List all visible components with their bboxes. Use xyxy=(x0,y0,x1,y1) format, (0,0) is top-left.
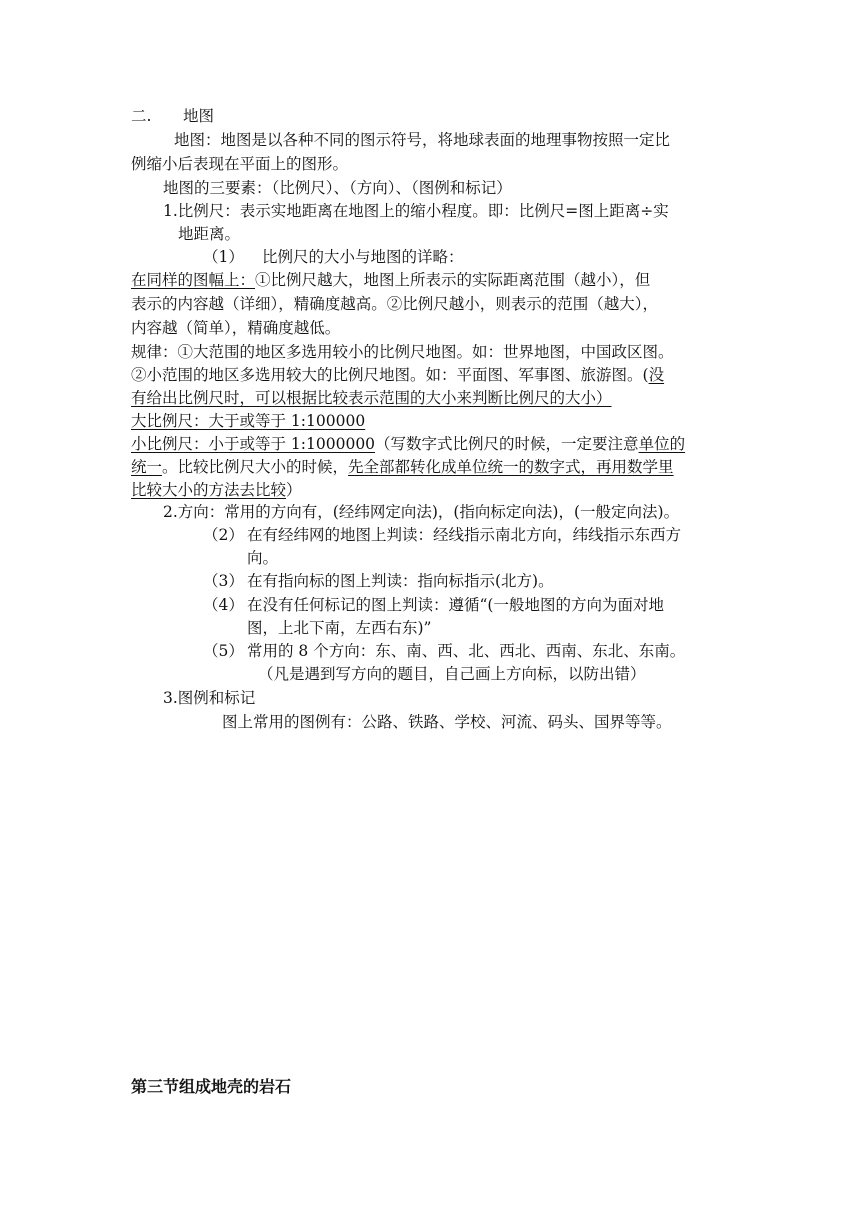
underlined-phrase: 单位的 xyxy=(638,435,686,453)
direction-line: 2.方向：常用的方向有，(经纬网定向法)，(指向标定向法)，(一般定向法)。 xyxy=(163,503,680,521)
text-run: （写数字式比例尺的时候，一定要注意 xyxy=(375,435,639,453)
item-5-line-1: 常用的 8 个方向：东、南、西、北、西北、西南、东北、东南。 xyxy=(247,642,686,660)
item-5-line-2: （凡是遇到写方向的题目，自己画上方向标，以防出错） xyxy=(258,665,646,683)
subsection-1-text: 比例尺的大小与地图的详略： xyxy=(262,248,464,266)
text-run: ①比例尺越大，地图上所表示的实际距离范围（越小），但 xyxy=(255,271,651,289)
section-heading: 地图 xyxy=(183,107,215,125)
big-scale-line: 大比例尺：大于或等于 1:100000 xyxy=(131,412,366,430)
item-3-line-1: 在有指向标的图上判读：指向标指示(北方)。 xyxy=(247,572,554,590)
item-4-line-1: 在没有任何标记的图上判读：遵循“(一般地图的方向为面对地 xyxy=(247,596,664,614)
small-scale-line-1 xyxy=(131,432,685,456)
map-definition-line-1: 地图：地图是以各种不同的图示符号，将地球表面的地理事物按照一定比 xyxy=(174,131,671,149)
scale-definition-line-1: 1.比例尺：表示实地距离在地图上的缩小程度。即：比例尺=图上距离÷实 xyxy=(163,202,669,220)
subsection-1-number: （1） xyxy=(203,248,244,266)
map-definition-line-2: 例缩小后表现在平面上的图形。 xyxy=(131,155,349,173)
item-2-number: （2） xyxy=(203,526,244,544)
scale-definition-line-2: 地距离。 xyxy=(178,225,241,243)
underlined-phrase: 比较大小的方法去比较 xyxy=(131,481,287,499)
legend-title: 3.图例和标记 xyxy=(163,689,256,707)
underlined-phrase: 小比例尺：小于或等于 1:1000000 xyxy=(131,435,376,453)
text-run: ②小范围的地区多选用较大的比例尺地图。如：平面图、军事图、旅游图。( xyxy=(131,366,649,384)
next-section-title: 第三节组成地壳的岩石 xyxy=(131,1077,292,1096)
item-4-number: （4） xyxy=(203,596,244,614)
scale-detail-line-2: 表示的内容越（详细），精确度越高。②比例尺越小，则表示的范围（越大）， xyxy=(131,295,659,313)
item-3-number: （3） xyxy=(203,572,244,590)
underlined-phrase: 统一 xyxy=(131,458,163,476)
item-5-number: （5） xyxy=(203,642,244,660)
scale-detail-line-3: 内容越（简单），精确度越低。 xyxy=(131,319,341,337)
legend-text: 图上常用的图例有：公路、铁路、学校、河流、码头、国界等等。 xyxy=(222,713,672,731)
section-heading-number: 二. xyxy=(131,107,152,125)
scale-detail-line-1 xyxy=(131,268,650,292)
underlined-phrase: 没 xyxy=(648,366,665,384)
rule-line-3: 有给出比例尺时，可以根据比较表示范围的大小来判断比例尺的大小） xyxy=(131,389,612,407)
small-scale-line-3 xyxy=(131,478,302,502)
item-2-line-2: 向。 xyxy=(247,549,279,567)
item-4-line-2: 图，上北下南，左西右东)” xyxy=(247,619,432,637)
small-scale-line-2 xyxy=(131,455,674,479)
text-run: 。比较比例尺大小的时候， xyxy=(162,458,349,476)
underlined-phrase: 在同样的图幅上： xyxy=(131,271,256,289)
three-elements-line: 地图的三要素：（比例尺）、（方向）、（图例和标记） xyxy=(163,179,512,197)
underlined-phrase: 先全部都转化成单位统一的数字式，再用数学里 xyxy=(348,458,674,476)
rule-line-2 xyxy=(131,363,664,387)
text-run: ） xyxy=(286,481,302,499)
item-2-line-1: 在有经纬网的地图上判读：经线指示南北方向，纬线指示东西方 xyxy=(247,526,682,544)
rule-line-1: 规律：①大范围的地区多选用较小的比例尺地图。如：世界地图，中国政区图。 xyxy=(131,343,674,361)
